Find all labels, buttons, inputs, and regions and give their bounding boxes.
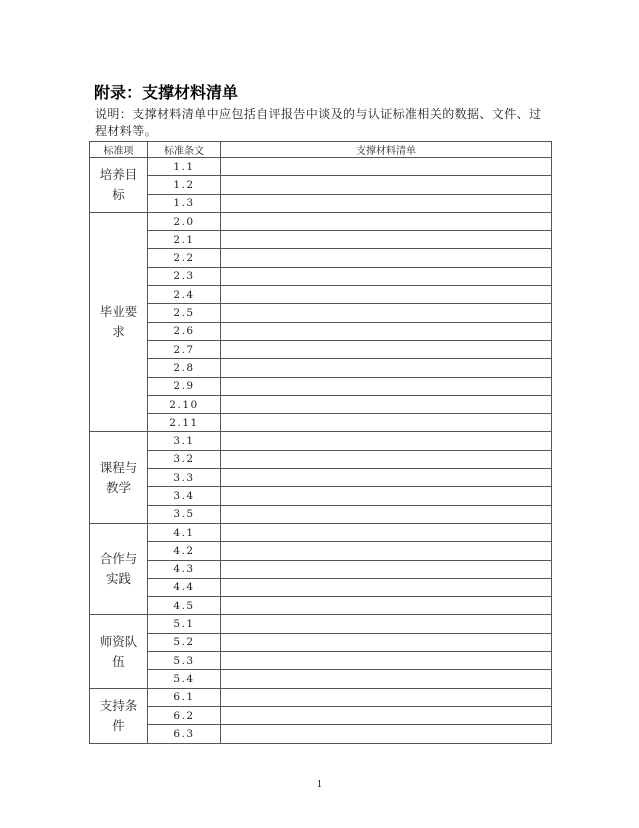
materials-cell xyxy=(221,322,552,340)
header-materials: 支撑材料清单 xyxy=(221,142,552,158)
materials-cell xyxy=(221,670,552,688)
table-row xyxy=(90,523,552,541)
clause-number-cell: 3.1 xyxy=(148,432,221,450)
table-row xyxy=(90,267,552,285)
materials-cell xyxy=(221,359,552,377)
table-row xyxy=(90,212,552,230)
clause-number-cell: 3.4 xyxy=(148,487,221,505)
clause-number-cell: 4.1 xyxy=(148,523,221,541)
materials-cell xyxy=(221,377,552,395)
clause-number-cell: 4.5 xyxy=(148,597,221,615)
materials-cell xyxy=(221,340,552,358)
materials-cell xyxy=(221,688,552,706)
table-row xyxy=(90,633,552,651)
table-row xyxy=(90,286,552,304)
clause-number-cell: 2.6 xyxy=(148,322,221,340)
table-row xyxy=(90,725,552,743)
clause-number-cell: 5.4 xyxy=(148,670,221,688)
materials-cell xyxy=(221,633,552,651)
clause-number-cell: 6.2 xyxy=(148,706,221,724)
clause-number-cell: 2.5 xyxy=(148,304,221,322)
standard-item-cell: 师资队伍 xyxy=(90,615,148,688)
materials-cell xyxy=(221,212,552,230)
clause-number-cell: 4.4 xyxy=(148,578,221,596)
table-row xyxy=(90,670,552,688)
clause-number-cell: 1.2 xyxy=(148,176,221,194)
table-row xyxy=(90,231,552,249)
table-row xyxy=(90,359,552,377)
table-row xyxy=(90,176,552,194)
materials-cell xyxy=(221,432,552,450)
table-row xyxy=(90,505,552,523)
materials-cell xyxy=(221,267,552,285)
materials-cell xyxy=(221,414,552,432)
materials-cell xyxy=(221,706,552,724)
standard-item-cell: 培养目标 xyxy=(90,158,148,213)
table-row xyxy=(90,615,552,633)
table-row xyxy=(90,395,552,413)
materials-cell xyxy=(221,487,552,505)
standard-item-cell: 合作与实践 xyxy=(90,523,148,614)
clause-number-cell: 2.7 xyxy=(148,340,221,358)
table-row xyxy=(90,377,552,395)
clause-number-cell: 4.2 xyxy=(148,542,221,560)
materials-cell xyxy=(221,505,552,523)
materials-cell xyxy=(221,652,552,670)
clause-number-cell: 2.1 xyxy=(148,231,221,249)
materials-cell xyxy=(221,725,552,743)
clause-number-cell: 2.11 xyxy=(148,414,221,432)
clause-number-cell: 2.9 xyxy=(148,377,221,395)
materials-table xyxy=(89,141,552,744)
clause-number-cell: 2.10 xyxy=(148,395,221,413)
table-row xyxy=(90,304,552,322)
clause-number-cell: 3.5 xyxy=(148,505,221,523)
materials-cell xyxy=(221,578,552,596)
clause-number-cell: 5.2 xyxy=(148,633,221,651)
materials-cell xyxy=(221,450,552,468)
table-row xyxy=(90,542,552,560)
clause-number-cell: 6.3 xyxy=(148,725,221,743)
clause-number-cell: 3.3 xyxy=(148,469,221,487)
page-number: 1 xyxy=(316,780,323,790)
materials-cell xyxy=(221,523,552,541)
description: 说明：支撑材料清单中应包括自评报告中谈及的与认证标准相关的数据、文件、过程材料等。 xyxy=(95,107,542,138)
clause-number-cell: 1.3 xyxy=(148,194,221,212)
materials-cell xyxy=(221,176,552,194)
table-row xyxy=(90,450,552,468)
clause-number-cell: 3.2 xyxy=(148,450,221,468)
table-row xyxy=(90,597,552,615)
clause-number-cell: 2.3 xyxy=(148,267,221,285)
materials-cell xyxy=(221,469,552,487)
clause-number-cell: 2.2 xyxy=(148,249,221,267)
table-row xyxy=(90,469,552,487)
table-row xyxy=(90,414,552,432)
table-row xyxy=(90,688,552,706)
standard-item-cell: 毕业要求 xyxy=(90,212,148,432)
header-standard-clause: 标准条文 xyxy=(148,142,221,158)
table-row xyxy=(90,706,552,724)
materials-cell xyxy=(221,249,552,267)
table-row xyxy=(90,652,552,670)
table-row xyxy=(90,158,552,176)
materials-cell xyxy=(221,231,552,249)
materials-cell xyxy=(221,560,552,578)
materials-cell xyxy=(221,158,552,176)
clause-number-cell: 4.3 xyxy=(148,560,221,578)
table-row xyxy=(90,487,552,505)
materials-cell xyxy=(221,194,552,212)
header-standard-item: 标准项 xyxy=(90,142,148,158)
clause-number-cell: 5.1 xyxy=(148,615,221,633)
materials-cell xyxy=(221,542,552,560)
clause-number-cell: 2.4 xyxy=(148,286,221,304)
table-row xyxy=(90,249,552,267)
table-row xyxy=(90,432,552,450)
table-row xyxy=(90,322,552,340)
standard-item-cell: 支持条件 xyxy=(90,688,148,743)
clause-number-cell: 6.1 xyxy=(148,688,221,706)
table-header-row xyxy=(90,142,552,158)
materials-cell xyxy=(221,395,552,413)
table-row xyxy=(90,560,552,578)
clause-number-cell: 2.0 xyxy=(148,212,221,230)
standard-item-cell: 课程与教学 xyxy=(90,432,148,523)
table-row xyxy=(90,578,552,596)
table-row xyxy=(90,340,552,358)
table-row xyxy=(90,194,552,212)
page-title: 附录：支撑材料清单 xyxy=(94,83,239,102)
clause-number-cell: 5.3 xyxy=(148,652,221,670)
materials-cell xyxy=(221,304,552,322)
materials-cell xyxy=(221,597,552,615)
materials-cell xyxy=(221,286,552,304)
clause-number-cell: 1.1 xyxy=(148,158,221,176)
clause-number-cell: 2.8 xyxy=(148,359,221,377)
materials-cell xyxy=(221,615,552,633)
